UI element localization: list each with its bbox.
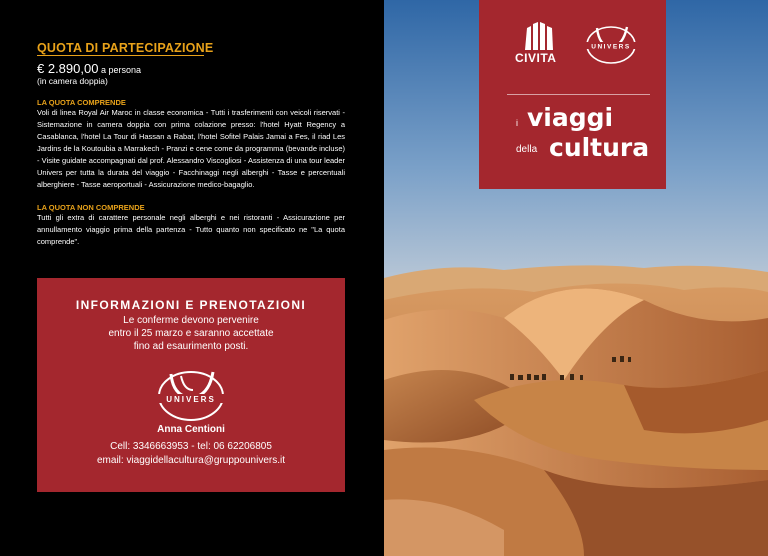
price-value: € 2.890,00 [37,61,99,76]
contact-phone: Cell: 3346663953 - tel: 06 62206805 [110,441,272,452]
info-line-3: fino ad esaurimento posti. [133,341,249,352]
info-line-2: entro il 25 marzo e saranno accettate [108,328,274,339]
univers-brand-logo-icon [583,24,639,66]
price-note: (in camera doppia) [37,76,108,86]
quota-title-underline [37,55,204,56]
comprende-body: Voli di linea Royal Air Maroc in classe economica - Tutti i trasferimenti con veicoli riservati - Sistemazione in camera doppia con prima colazione presso: l'hotel Hyatt Regency a Casablanca, l'hotel La Tour di Hassan a Rabat, l'hotel Sofitel Palais Jamai a Fes, il riad Les Jardins de la Koutoubia a Marrakech - Pranzi e cene come da programma (bevande incluse) - Visite guidate accompagnati dal prof. Alessandro Viscogliosi - Assistenza di una tour leader Univers per tutta la durata del viaggio - Facchinaggi negli alberghi - Tasse e percentuali alberghiere - Tasse aeroportuali - Assicurazione medico-bagaglio. [37,108,345,189]
univers-logo-icon [151,368,231,424]
brand-cultura: cultura [549,133,650,162]
univers-logo-text: UNIVERS [166,395,216,404]
brand-viaggi: viaggi [527,103,614,132]
brand-della: della [516,144,538,155]
price-suffix: a persona [98,65,141,75]
contact-email: email: viaggidellacultura@gruppounivers.it [96,455,286,466]
non-comprende-title: LA QUOTA NON COMPRENDE [37,203,145,212]
univers-brand-text: UNIVERS [591,43,631,51]
info-text [37,314,345,353]
info-line-1: Le conferme devono pervenire [123,315,259,326]
civita-logo-icon [521,20,559,52]
contact-name: Anna Centioni [157,424,225,435]
price [37,61,141,76]
brand-box [479,0,666,189]
brand-divider [507,94,650,95]
quota-title: QUOTA DI PARTECIPAZIONE [37,41,214,55]
info-box [37,278,345,492]
non-comprende-body: Tutti gli extra di carattere personale negli alberghi e nei ristoranti - Assicurazione per annullamento viaggio prima della partenza - Tutto quanto non specificato ne "La quota comprende". [37,213,345,246]
comprende-title: LA QUOTA COMPRENDE [37,98,126,107]
brand-i: i [516,118,518,128]
civita-wordmark: CIVITA [515,51,557,65]
info-title: INFORMAZIONI E PRENOTAZIONI [75,298,307,312]
